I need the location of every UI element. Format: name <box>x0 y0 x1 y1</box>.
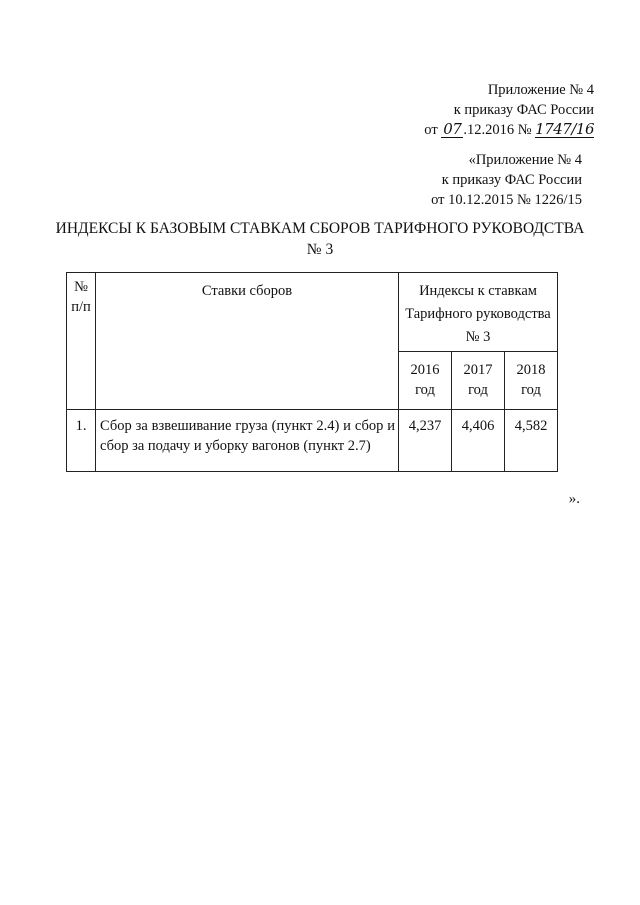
header-indexes-line1: Индексы к ставкам <box>419 283 537 299</box>
title-line-1: ИНДЕКСЫ К БАЗОВЫМ СТАВКАМ СБОРОВ ТАРИФНОГО РУКОВОДСТВА <box>55 220 585 237</box>
header-indexes-cell <box>399 273 558 352</box>
title-line-2: № 3 <box>306 241 334 258</box>
year-unit: год <box>468 382 488 398</box>
annex-new-date-prefix: от <box>424 122 438 138</box>
row-value-2016: 4,237 <box>408 418 442 434</box>
annex-new-header <box>424 80 594 140</box>
year-label: 2017 <box>463 362 493 378</box>
annex-old-order-ref: к приказу ФАС России <box>441 172 582 188</box>
row-description: Сбор за взвешивание груза (пункт 2.4) и сбор и сбор за подачу и уборку вагонов (пункт 2.7) <box>100 418 395 454</box>
annex-old-title: «Приложение № 4 <box>468 152 582 168</box>
row-num: 1. <box>75 418 87 434</box>
annex-new-order-ref: к приказу ФАС России <box>453 102 594 118</box>
year-cell-2018 <box>505 352 558 410</box>
header-num-line2: п/п <box>71 299 91 315</box>
row-description-cell <box>96 410 399 472</box>
table-header-row <box>67 273 558 352</box>
annex-new-title: Приложение № 4 <box>487 82 594 98</box>
header-num-cell <box>67 273 96 410</box>
year-cell-2017 <box>452 352 505 410</box>
header-indexes-line2: Тарифного руководства <box>405 306 551 322</box>
row-value-2017: 4,406 <box>461 418 495 434</box>
header-rates-cell <box>96 273 399 410</box>
indexes-table <box>66 272 558 472</box>
row-num-cell <box>67 410 96 472</box>
annex-new-date-rest: .12.2016 № <box>463 122 532 138</box>
row-value-2016-cell <box>399 410 452 472</box>
year-unit: год <box>415 382 435 398</box>
row-value-2017-cell <box>452 410 505 472</box>
year-unit: год <box>521 382 541 398</box>
header-rates-label: Ставки сборов <box>201 283 293 299</box>
annex-old-header <box>431 150 582 210</box>
handwritten-order-number: 1747/16 <box>535 120 594 138</box>
year-label: 2018 <box>516 362 546 378</box>
annex-old-date: от 10.12.2015 № 1226/15 <box>431 192 582 208</box>
annex-new-date-line <box>424 120 594 140</box>
year-label: 2016 <box>410 362 440 378</box>
closing-quote: ». <box>568 491 580 507</box>
row-value-2018: 4,582 <box>514 418 548 434</box>
handwritten-day: 07 <box>443 120 462 138</box>
document-title <box>55 218 585 260</box>
header-num-line1: № <box>74 279 88 295</box>
year-cell-2016 <box>399 352 452 410</box>
header-indexes-line3: № 3 <box>465 329 491 345</box>
table-row <box>67 410 558 472</box>
row-value-2018-cell <box>505 410 558 472</box>
